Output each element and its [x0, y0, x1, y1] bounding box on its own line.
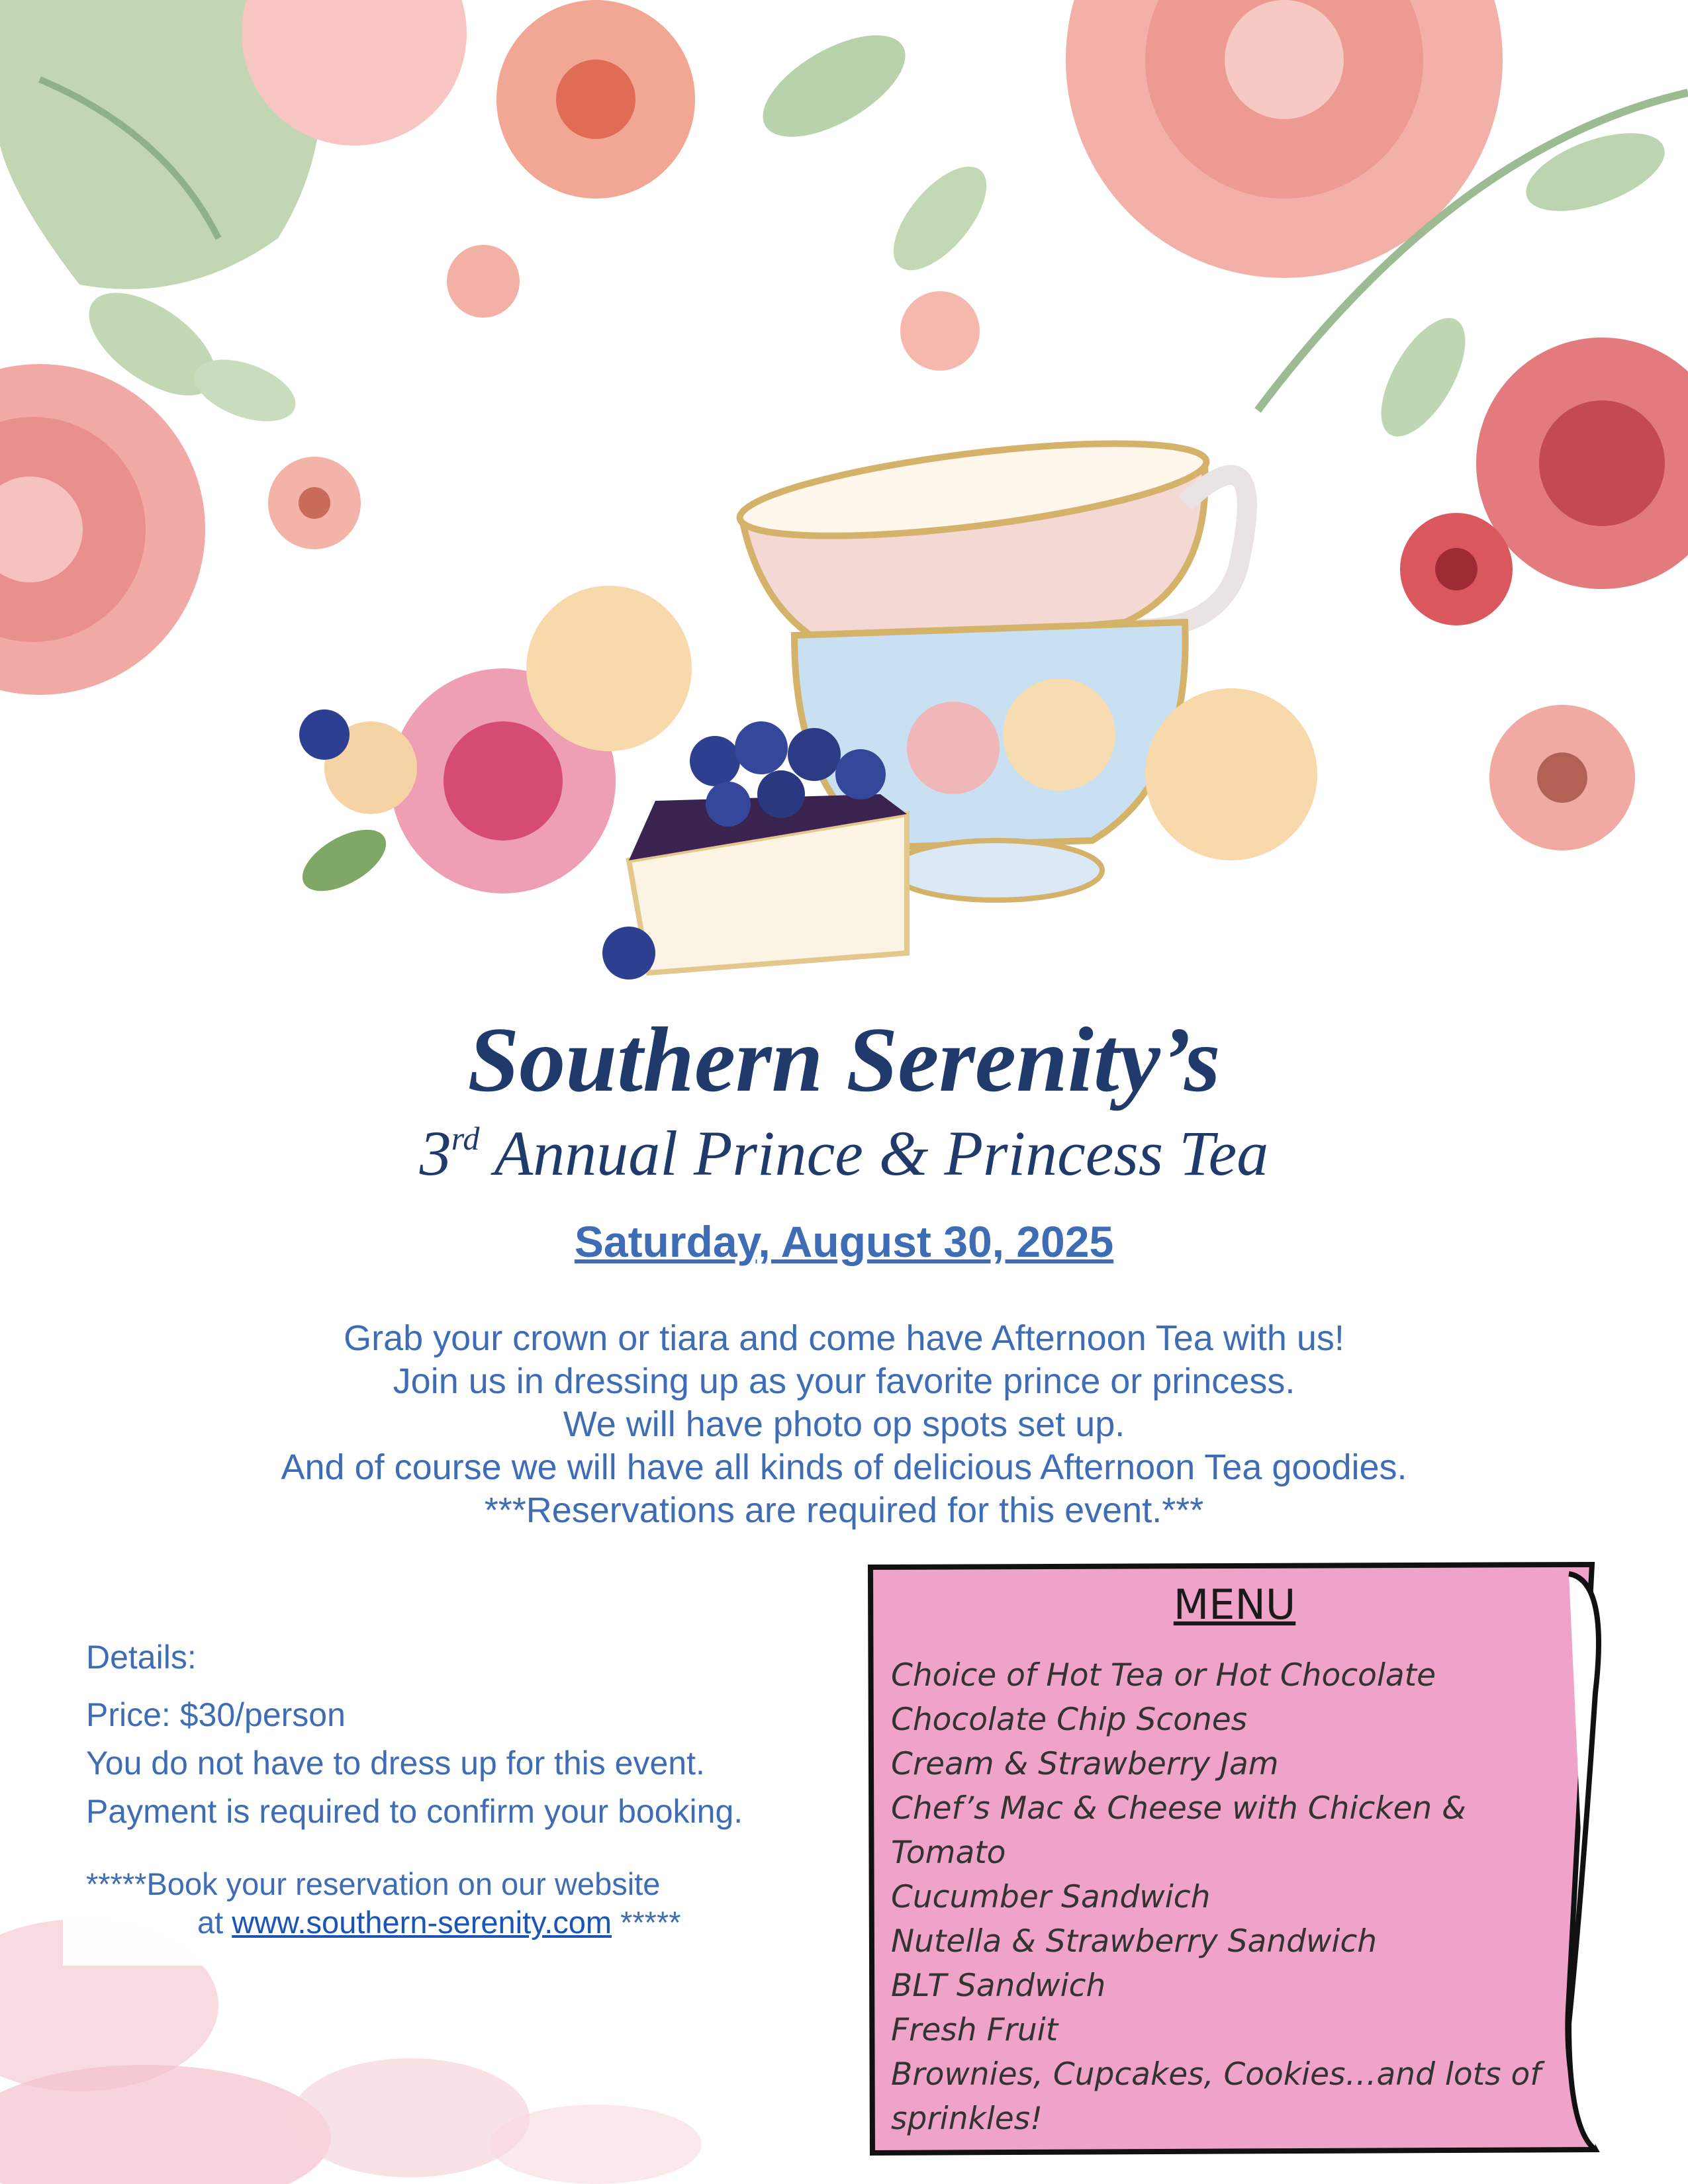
menu-item: Fresh Fruit: [891, 2012, 1058, 2048]
flower-shape: [291, 2058, 530, 2177]
menu-items-list: [891, 1653, 1586, 2141]
menu-item: sprinkles!: [891, 2101, 1043, 2137]
flower-shape: [1435, 548, 1477, 590]
website-link[interactable]: www.southern-serenity.com: [232, 1905, 612, 1940]
blueberry: [706, 782, 751, 827]
flower-shape: [900, 291, 980, 371]
rose-shape: [444, 721, 563, 841]
booking-note: [86, 1865, 681, 1942]
menu-item: Chocolate Chip Scones: [891, 1702, 1248, 1738]
subtitle-ordinal-suffix: rd: [451, 1120, 480, 1157]
description-line: And of course we will have all kinds of delicious Afternoon Tea goodies.: [281, 1447, 1407, 1487]
rose-shape: [1225, 0, 1344, 119]
teacup-base: [890, 841, 1102, 900]
details-section: [86, 1638, 743, 1836]
menu-item: Cream & Strawberry Jam: [891, 1746, 1279, 1782]
blueberry: [757, 770, 805, 818]
leaf-shape: [1364, 305, 1482, 449]
blueberry: [602, 927, 655, 979]
menu-card: [867, 1561, 1602, 2156]
event-description: [0, 1317, 1688, 1532]
details-label: Details:: [86, 1639, 197, 1676]
description-line: We will have photo op spots set up.: [563, 1404, 1125, 1444]
reservation-notice: ***Reservations are required for this event.***: [484, 1490, 1204, 1530]
menu-item: Cucumber Sandwich: [891, 1879, 1211, 1915]
menu-item: Brownies, Cupcakes, Cookies…and lots of: [891, 2056, 1541, 2093]
menu-item: Nutella & Strawberry Sandwich: [891, 1923, 1378, 1960]
blueberry: [735, 721, 788, 774]
menu-item: BLT Sandwich: [891, 1968, 1106, 2004]
event-subtitle: [0, 1118, 1688, 1189]
blueberry: [299, 709, 350, 760]
leaf-shape: [747, 15, 921, 157]
flower-shape: [0, 2065, 331, 2184]
price-text: Price: $30/person: [86, 1696, 346, 1733]
blueberry: [690, 736, 740, 786]
menu-item: Choice of Hot Tea or Hot Chocolate: [891, 1657, 1436, 1694]
flower-shape: [1003, 678, 1115, 791]
rose-shape: [1539, 400, 1665, 526]
menu-item: Chef’s Mac & Cheese with Chicken & Tomato: [891, 1790, 1466, 1871]
event-date: Saturday, August 30, 2025: [574, 1217, 1114, 1266]
leaf-shape: [293, 817, 396, 904]
booking-at-text: at: [197, 1905, 232, 1940]
flower-shape: [556, 60, 635, 139]
flower-shape: [1537, 752, 1587, 803]
flower-shape: [490, 2105, 702, 2184]
subtitle-text: Annual Prince & Princess Tea: [479, 1118, 1269, 1189]
flower-shape: [907, 702, 1000, 794]
description-line: Join us in dressing up as your favorite prince or princess.: [393, 1361, 1295, 1401]
subtitle-ordinal-number: 3: [419, 1118, 451, 1189]
booking-end-text: *****: [612, 1905, 681, 1940]
description-line: Grab your crown or tiara and come have Afternoon Tea with us!: [344, 1318, 1344, 1358]
payment-note: Payment is required to confirm your booking.: [86, 1793, 743, 1830]
booking-line: *****Book your reservation on our website: [86, 1866, 661, 1901]
flower-shape: [447, 245, 520, 318]
event-host-title: Southern Serenity’s: [467, 1009, 1221, 1111]
flower-shape: [1145, 688, 1317, 860]
flower-shape: [299, 487, 330, 519]
blueberry: [835, 749, 886, 799]
menu-title: MENU: [1173, 1580, 1296, 1629]
booking-link-row: [86, 1903, 681, 1942]
leaf-shape: [876, 151, 1003, 285]
leaf-shape: [1516, 117, 1675, 226]
flower-shape: [526, 586, 692, 751]
dress-note: You do not have to dress up for this event.: [86, 1745, 705, 1782]
blueberry: [788, 728, 841, 781]
